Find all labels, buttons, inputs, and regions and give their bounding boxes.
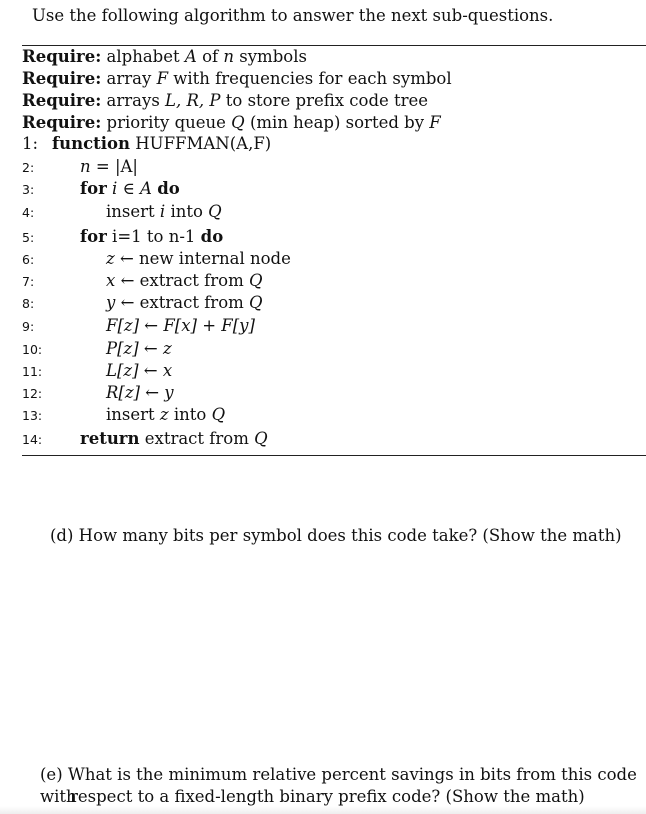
require-var: n bbox=[223, 47, 235, 66]
require-text: priority queue bbox=[106, 113, 226, 132]
algo-line-7 bbox=[22, 271, 622, 293]
require-text: array bbox=[106, 69, 152, 88]
var: n bbox=[80, 157, 91, 176]
require-text: alphabet bbox=[106, 47, 180, 66]
operator: ∈ bbox=[122, 179, 135, 198]
require-2 bbox=[22, 68, 452, 90]
arrow: ← bbox=[119, 249, 134, 268]
require-text: arrays bbox=[106, 91, 160, 110]
expr: R[z] ← y bbox=[106, 383, 174, 402]
question-d: (d) How many bits per symbol does this code take? (Show the math) bbox=[50, 526, 622, 545]
line-number: 14: bbox=[22, 432, 43, 447]
var: i bbox=[159, 202, 166, 221]
function-name: HUFFMAN bbox=[135, 134, 230, 153]
function-args: (A,F) bbox=[229, 134, 272, 153]
keyword: function bbox=[52, 134, 131, 153]
algo-line-1 bbox=[22, 134, 622, 156]
expr: P[z] ← z bbox=[106, 339, 172, 358]
var: A bbox=[140, 179, 152, 198]
line-number: 2: bbox=[22, 160, 35, 175]
require-keyword: Require: bbox=[22, 91, 102, 110]
require-text: symbols bbox=[239, 47, 307, 66]
algo-line-10 bbox=[22, 339, 622, 361]
require-4 bbox=[22, 112, 441, 134]
keyword: for bbox=[80, 179, 107, 198]
require-var: L, R, P bbox=[165, 91, 221, 110]
intro-text: Use the following algorithm to answer the next sub-questions. bbox=[32, 6, 554, 25]
var: y bbox=[106, 293, 116, 312]
algo-line-2 bbox=[22, 157, 622, 179]
algo-line-13 bbox=[22, 405, 622, 427]
keyword: return bbox=[80, 429, 140, 448]
text: into bbox=[170, 202, 203, 221]
algo-line-12 bbox=[22, 383, 622, 405]
var: z bbox=[159, 405, 169, 424]
line-number: 4: bbox=[22, 205, 35, 220]
var: i bbox=[112, 179, 118, 198]
expr: L[z] ← x bbox=[106, 361, 173, 380]
require-text: with frequencies for each symbol bbox=[173, 69, 452, 88]
bottom-fade bbox=[0, 806, 646, 814]
question-e-line-1: (e) What is the minimum relative percent savings in bits from this code with bbox=[40, 765, 637, 806]
line-number: 13: bbox=[22, 408, 43, 423]
require-keyword: Require: bbox=[22, 69, 102, 88]
var: Q bbox=[249, 293, 263, 312]
line-number: 6: bbox=[22, 252, 35, 267]
text: insert bbox=[106, 202, 155, 221]
line-number: 5: bbox=[22, 230, 35, 245]
expr: = |A| bbox=[95, 157, 138, 176]
var: Q bbox=[208, 202, 222, 221]
algo-line-9 bbox=[22, 316, 622, 338]
text: into bbox=[173, 405, 207, 424]
require-var: F bbox=[429, 113, 441, 132]
text: extract from bbox=[139, 293, 244, 312]
require-var: Q bbox=[231, 113, 245, 132]
algo-line-3 bbox=[22, 179, 622, 201]
var: x bbox=[106, 271, 116, 290]
keyword: do bbox=[200, 227, 224, 246]
line-number: 9: bbox=[22, 319, 35, 334]
arrow: ← bbox=[120, 293, 135, 312]
text: extract from bbox=[139, 271, 244, 290]
keyword: do bbox=[157, 179, 180, 198]
require-text: to store prefix code tree bbox=[225, 91, 429, 110]
require-var: A bbox=[184, 47, 197, 66]
require-keyword: Require: bbox=[22, 47, 102, 66]
algo-line-5 bbox=[22, 227, 622, 249]
line-number: 3: bbox=[22, 182, 35, 197]
algo-line-4 bbox=[22, 202, 622, 224]
var: z bbox=[106, 249, 115, 268]
algo-line-14 bbox=[22, 429, 622, 451]
require-text: (min heap) sorted by bbox=[249, 113, 425, 132]
line-number: 7: bbox=[22, 274, 35, 289]
text: extract from bbox=[144, 429, 249, 448]
require-3 bbox=[22, 90, 428, 112]
require-keyword: Require: bbox=[22, 113, 102, 132]
keyword: for bbox=[80, 227, 107, 246]
require-1 bbox=[22, 46, 307, 68]
expr: F[z] ← F[x] + F[y] bbox=[106, 316, 255, 335]
var: Q bbox=[249, 271, 263, 290]
algo-line-11 bbox=[22, 361, 622, 383]
line-number: 11: bbox=[22, 364, 43, 379]
line-number: 10: bbox=[22, 342, 43, 357]
require-text: of bbox=[202, 47, 219, 66]
var: Q bbox=[254, 429, 268, 448]
line-number: 12: bbox=[22, 386, 43, 401]
algo-line-6 bbox=[22, 249, 622, 271]
text: i=1 to n-1 bbox=[112, 227, 196, 246]
text: new internal node bbox=[139, 249, 291, 268]
algo-line-8 bbox=[22, 293, 622, 315]
require-var: F bbox=[156, 69, 169, 88]
line-number: 8: bbox=[22, 296, 35, 311]
question-e-line-2: respect to a fixed-length binary prefix code? (Show the math) bbox=[70, 787, 585, 806]
algorithm-bottom-rule bbox=[22, 455, 646, 456]
var: Q bbox=[211, 405, 226, 424]
text: insert bbox=[106, 405, 155, 424]
line-number: 1: bbox=[22, 134, 39, 153]
arrow: ← bbox=[120, 271, 135, 290]
